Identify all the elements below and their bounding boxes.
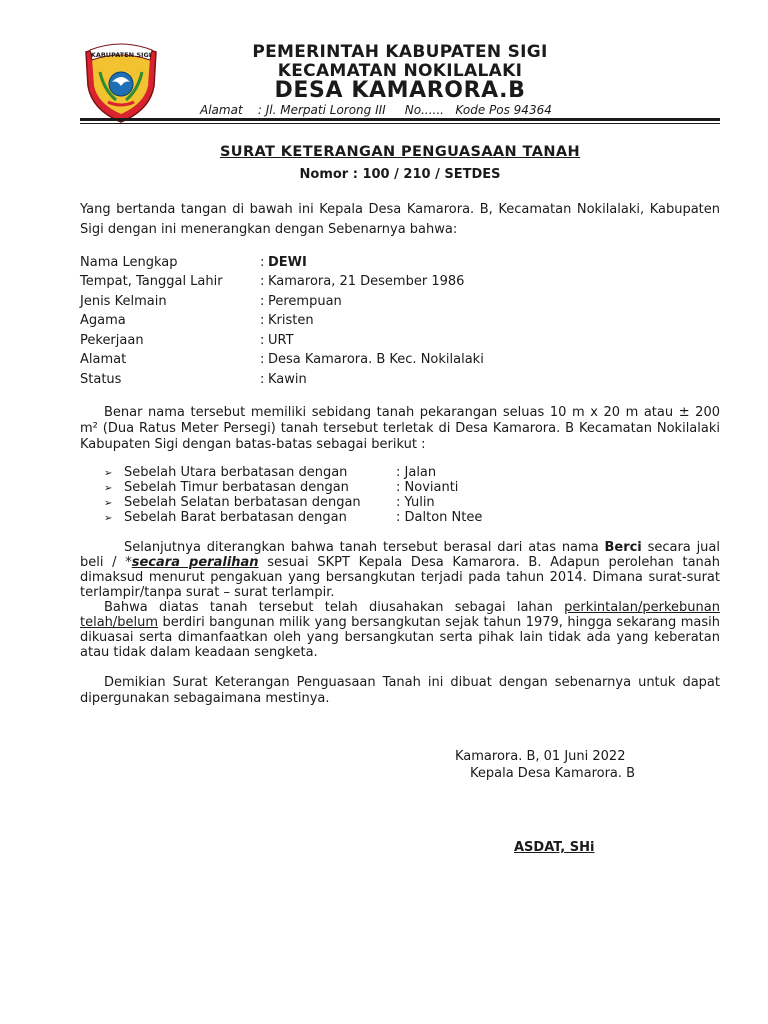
emblem-text: KABUPATEN SIGI [90,51,152,59]
identity-row-birth: Tempat, Tanggal Lahir : Kamarora, 21 Desember 1986 [80,274,465,289]
identity-row-gender: Jenis Kelmain : Perempuan [80,294,342,309]
signature-position: Kepala Desa Kamarora. B [470,766,636,781]
boundary-item-north: ➢ Sebelah Utara berbatasan dengan : Jalan [104,465,437,480]
signatory-name: ASDAT, SHi [514,840,595,855]
closing-paragraph: Demikian Surat Keterangan Penguasaan Tanah ini dibuat dengan sebenarnya untuk dapat dipergunakan sebagaimana mestinya. [80,675,720,706]
signature-place-date: Kamarora. B, 01 Juni 2022 [455,749,626,764]
identity-row-occupation: Pekerjaan : URT [80,333,294,348]
land-description-paragraph: Benar nama tersebut memiliki sebidang tanah pekarangan seluas 10 m x 20 m atau ± 200 m² (Dua Ratus Meter Persegi) tanah tersebut terletak di Desa Kamarora. B Kecamatan Nokilalaki Kabupaten Sigi dengan batas-batas sebagai berikut : [80,405,720,452]
district-header: KECAMATAN NOKILALAKI [277,61,523,81]
boundary-item-east: ➢ Sebelah Timur berbatasan dengan : Novianti [104,480,459,495]
boundary-item-south: ➢ Sebelah Selatan berbatasan dengan : Yulin [104,495,435,510]
land-use-paragraph: Bahwa diatas tanah tersebut telah diusahakan sebagai lahan perkintalan/perkebunan telah/belum berdiri bangunan milik yang bersangkutan sejak tahun 1979, hingga sekarang masih dikuasai serta dimanfaatkan oleh yang bersangkutan serta pihak lain tidak ada yang keberatan atau tidak dalam keadaan sengketa. [80,600,720,660]
header-divider-thick [80,118,720,121]
identity-row-name: Nama Lengkap : DEWI [80,255,307,270]
letter-title: SURAT KETERANGAN PENGUASAAN TANAH [219,144,581,160]
village-header: DESA KAMARORA.B [274,78,526,103]
identity-row-status: Status : Kawin [80,372,307,387]
intro-paragraph: Yang bertanda tangan di bawah ini Kepala Desa Kamarora. B, Kecamatan Nokilalaki, Kabupaten Sigi dengan ini menerangkan dengan Sebenarnya bahwa: [80,202,720,237]
government-header: PEMERINTAH KABUPATEN SIGI [252,42,548,62]
identity-row-address: Alamat : Desa Kamarora. B Kec. Nokilalaki [80,352,484,367]
header-divider-thin [80,123,720,124]
identity-row-religion: Agama : Kristen [80,313,314,328]
office-address: Alamat : Jl. Merpati Lorong III No...... Kode Pos 94364 [200,103,552,117]
letter-number: Nomor : 100 / 210 / SETDES [299,167,501,182]
kabupaten-sigi-emblem-icon [78,38,164,124]
origin-paragraph: Selanjutnya diterangkan bahwa tanah tersebut berasal dari atas nama Berci secara jual beli / *secara peralihan sesuai SKPT Kepala Desa Kamarora. B. Adapun perolehan tanah dimaksud menurut pengakuan yang bersangkutan terjadi pada tahun 2014. Dimana surat-surat terlampir/tanpa surat – surat terlampir. [80,540,721,600]
boundary-item-west: ➢ Sebelah Barat berbatasan dengan : Dalton Ntee [104,510,483,525]
